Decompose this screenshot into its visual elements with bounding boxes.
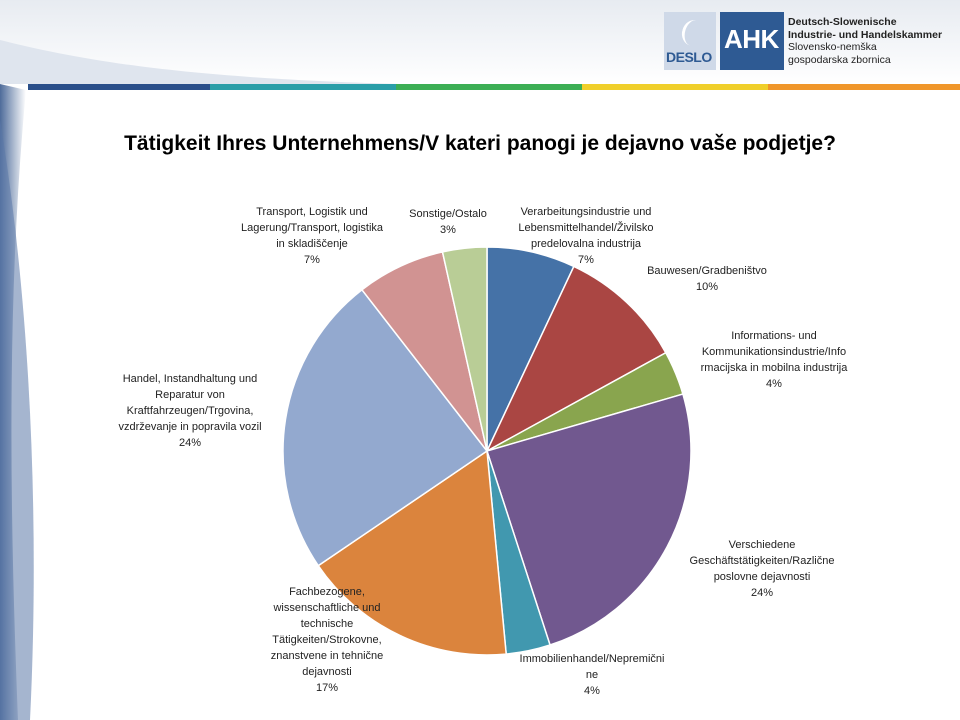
slice-label-line: Informations- und [731, 330, 817, 342]
slice-label-line: Verarbeitungsindustrie und [520, 206, 652, 218]
slice-label-line: vzdrževanje in popravila vozil [118, 421, 262, 433]
slice-percent: 7% [578, 254, 594, 266]
slice-label-line: Bauwesen/Gradbeništvo [647, 265, 767, 277]
chamber-name-line2: Industrie- und Handelskammer [788, 28, 943, 41]
slice-label-line: Transport, Logistik und [256, 206, 368, 218]
chamber-name-line3: Slovensko-nemška [788, 41, 877, 53]
slice-label-line: Reparatur von [155, 389, 225, 401]
slice-label-line: Lebensmittelhandel/Živilsko [518, 222, 654, 234]
slice-label-line: predelovalna industrija [530, 238, 642, 250]
slice-label [701, 330, 849, 390]
slice-percent: 3% [440, 224, 456, 236]
slice-label-line: Handel, Instandhaltung und [122, 373, 258, 385]
slice-percent: 17% [315, 682, 339, 694]
slice-label-line: wissenschaftliche und [273, 602, 381, 614]
slice-label [118, 373, 261, 449]
slice-label-line: znanstvene in tehnične [270, 650, 384, 662]
slice-label-line: rmacijska in mobilna industrija [700, 362, 848, 374]
slice-label [241, 206, 384, 266]
slice-percent: 4% [584, 685, 600, 697]
slice-percent: 24% [750, 587, 774, 599]
slice-label [647, 265, 767, 293]
slice-label-line: Kraftfahrzeugen/Trgovina, [126, 405, 254, 417]
slice-label-line: Immobilienhandel/Nepremični [519, 653, 665, 665]
slice-label-line: Lagerung/Transport, logistika [240, 222, 384, 234]
slice-label [520, 653, 665, 697]
slice-label-line: Fachbezogene, [289, 586, 365, 598]
slice-label-line: Geschäftstätigkeiten/Različne [689, 555, 835, 567]
slice-label-line: dejavnosti [302, 666, 352, 678]
slice-label-line: poslovne dejavnosti [713, 571, 811, 583]
slice-label-line: Sonstige/Ostalo [409, 208, 487, 220]
slice-label-line: in skladiščenje [276, 238, 348, 250]
slice-percent: 24% [178, 437, 202, 449]
chamber-name-line1: Deutsch-Slowenische [788, 16, 897, 28]
slice-label [271, 586, 384, 694]
slice-label [690, 539, 835, 599]
ahk-logo-text: AHK [724, 24, 779, 54]
slice-percent: 4% [766, 378, 782, 390]
slice-percent: 10% [695, 281, 719, 293]
slice-label-line: technische [300, 618, 354, 630]
slice-percent: 7% [304, 254, 320, 266]
slice-label-line: Kommunikationsindustrie/Info [701, 346, 847, 358]
deslo-logo-text: DESLO [666, 49, 712, 65]
slice-label [409, 208, 487, 236]
slice-label-line: ne [585, 669, 599, 681]
page-title: Tätigkeit Ihres Unternehmens/V kateri panogi je dejavno vaše podjetje? [124, 132, 836, 155]
chamber-name-line4: gospodarska zbornica [788, 53, 891, 66]
slice-label-line: Tätigkeiten/Strokovne, [272, 634, 382, 646]
slice-label-line: Verschiedene [728, 539, 796, 551]
